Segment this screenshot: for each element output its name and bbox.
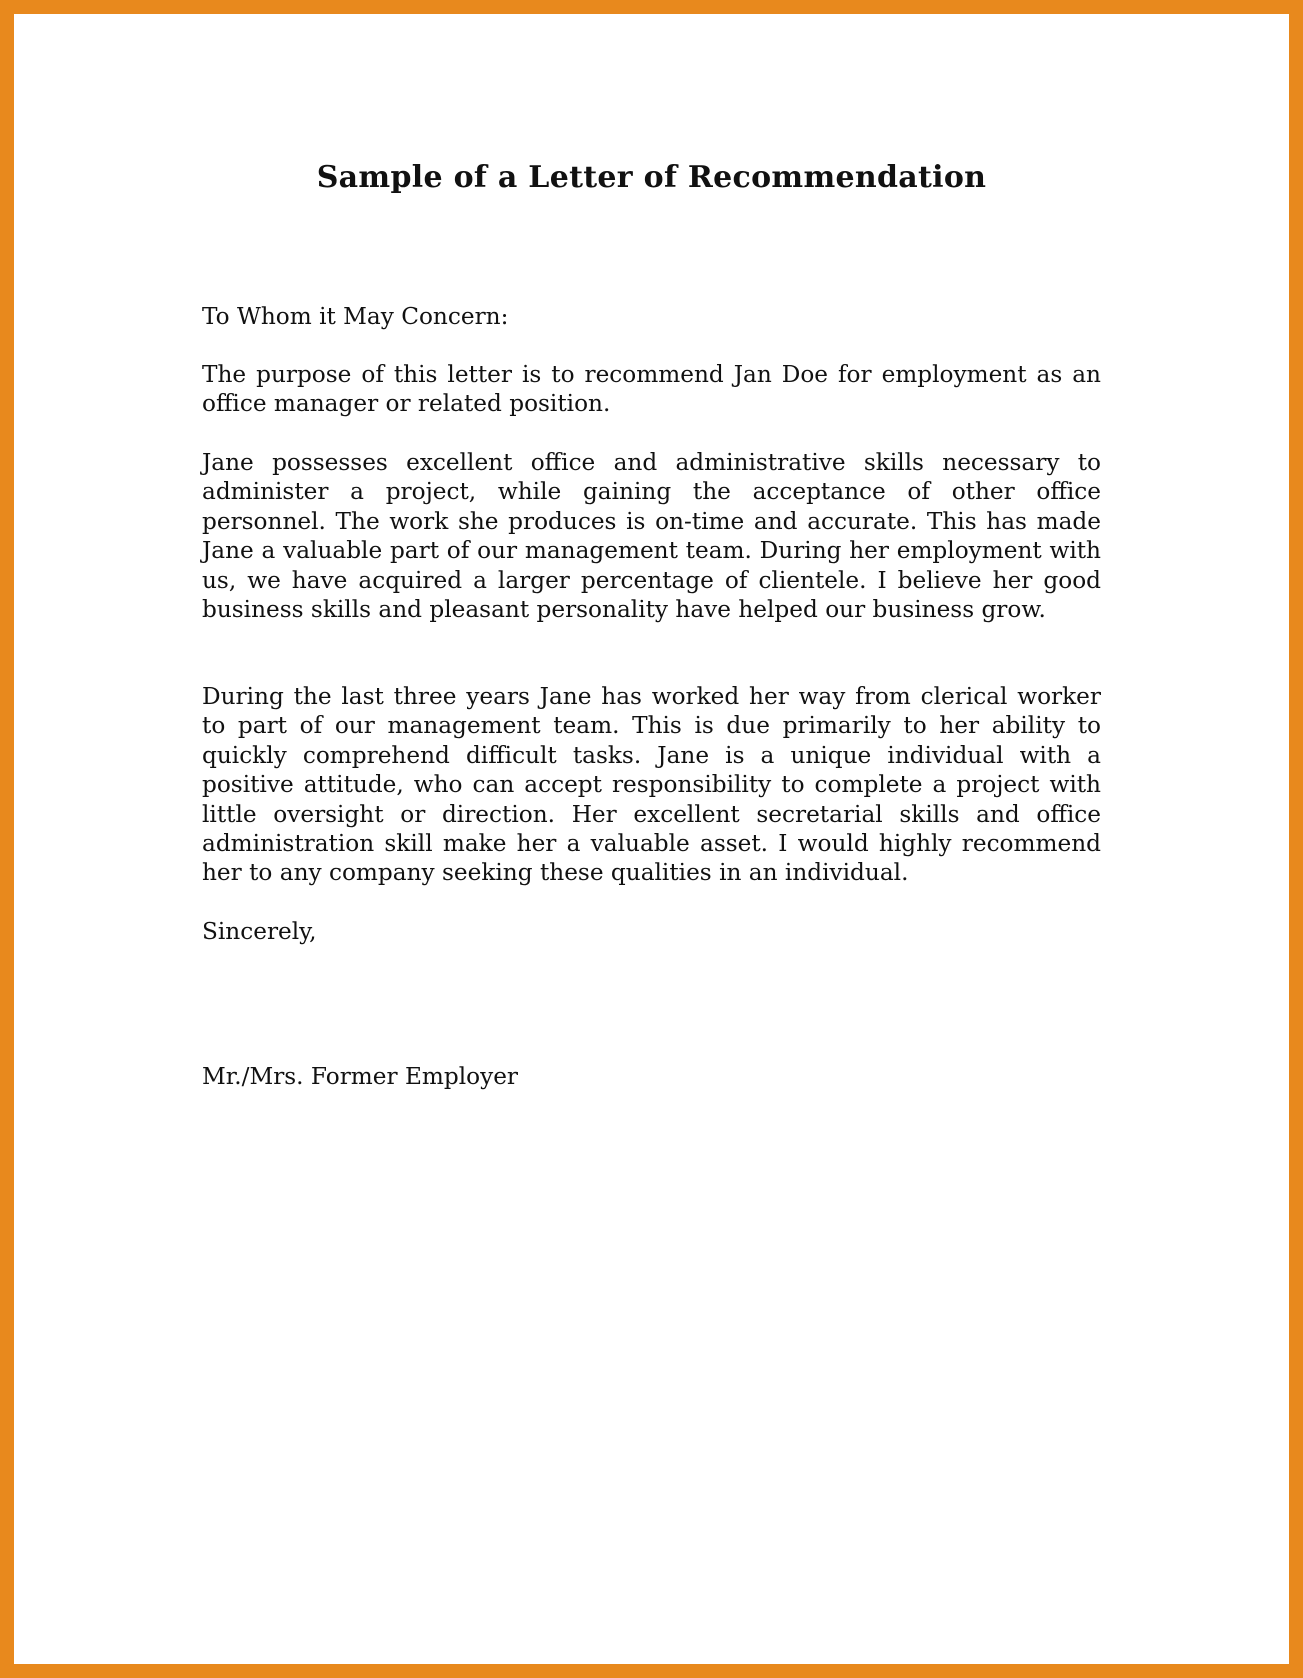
letter-title: Sample of a Letter of Recommendation xyxy=(316,160,987,195)
letter-paragraph-history: During the last three years Jane has worked her way from clerical worker to part of our management team. This is due primarily to her ability to quickly comprehend difficult tasks. Jane is a unique individual with a positive attitude, who can accept responsibility to complete a project with little oversight or direction. Her excellent secretarial skills and office administration skill make her a valuable asset. I would highly recommend her to any company seeking these qualities in an individual. xyxy=(202,683,1101,887)
letter-closing: Sincerely, xyxy=(202,918,317,945)
letter-paragraph-purpose: The purpose of this letter is to recommend Jan Doe for employment as an office manager or related position. xyxy=(202,361,1101,418)
letter-paragraph-skills: Jane possesses excellent office and administrative skills necessary to administer a project, while gaining the acceptance of other office personnel. The work she produces is on-time and accurate. This has made Jane a valuable part of our management team. During her employment with us, we have acquired a larger percentage of clientele. I believe her good business skills and pleasant personality have helped our business grow. xyxy=(202,449,1101,624)
letter-signature: Mr./Mrs. Former Employer xyxy=(202,1063,518,1090)
letter-salutation: To Whom it May Concern: xyxy=(202,303,509,330)
